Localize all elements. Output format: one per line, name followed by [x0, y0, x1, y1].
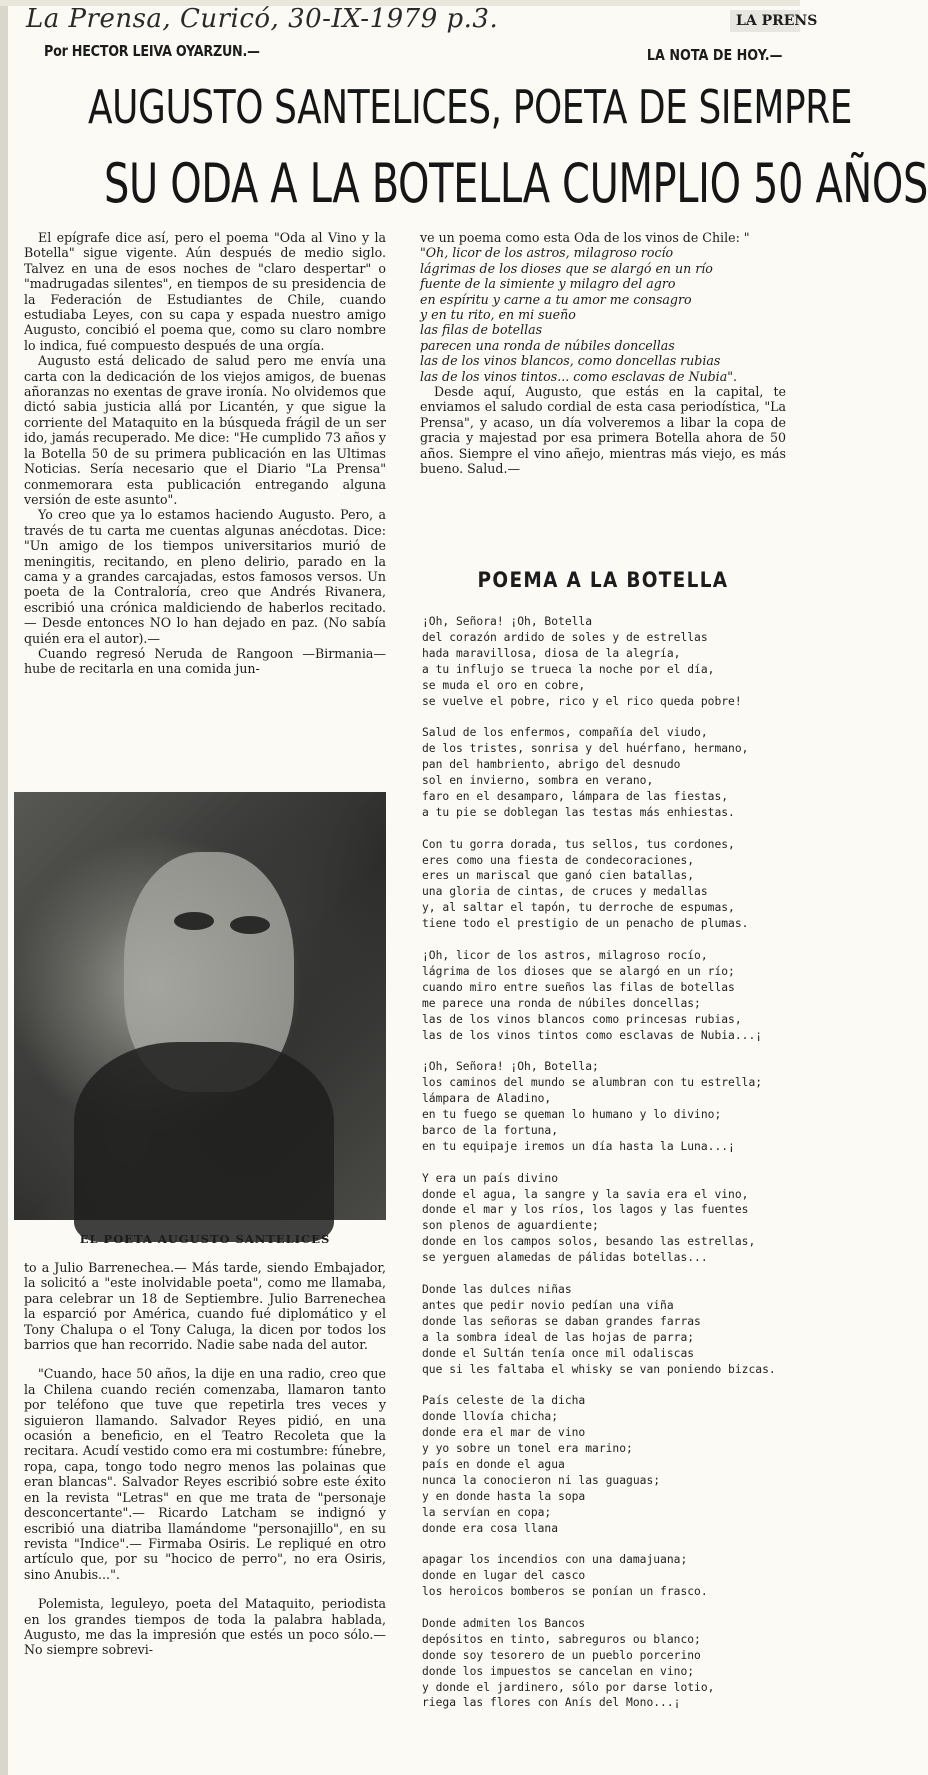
poem-line: donde en los campos solos, besando las estrellas, [422, 1235, 756, 1249]
poem-line: me parece una ronda de núbiles doncellas; [422, 996, 701, 1010]
poem-line: eres como una fiesta de condecoraciones, [422, 853, 695, 867]
poem-line: antes que pedir novio pedían una viña [422, 1298, 674, 1312]
poem-line: ¡Oh, Señora! ¡Oh, Botella; [422, 1060, 599, 1074]
article-paragraph: Yo creo que ya lo estamos haciendo Augusto. Pero, a través de tu carta me cuentas algunas anécdotas. Dice: "Un amigo de los tiempos universitarios murió de meningitis, recitando, en pleno delirio, parado en la cama y a grandes carcajadas, estos famosos versos. Un poeta de la Contraloría, creo que Andrés Rivanera, escribió una crónica maldiciendo de haberlos recitado.— Desde entonces NO lo han dejado en paz. (No sabía quién era el autor).— [24, 507, 386, 646]
poem-line: ¡Oh, Señora! ¡Oh, Botella [422, 615, 593, 628]
poem-line: hada maravillosa, diosa de la alegría, [422, 646, 681, 660]
poem-line: riega las flores con Anís del Mono...¡ [422, 1696, 681, 1710]
poem-line: donde era el mar de vino [422, 1426, 586, 1440]
poem-line: donde el Sultán tenía once mil odaliscas [422, 1346, 695, 1360]
article-paragraph: to a Julio Barrenechea.— Más tarde, siendo Embajador, la solicitó a "este inolvidable poeta", como me llamaba, para celebrar un 18 de Septiembre. Julio Barrenechea la esparció por América, cuando fué diplomático y el Tony Chalupa o el Tony Caluga, la dicen por todos los barrios que han recorrido. Nadie sabe nada del autor. [24, 1260, 386, 1353]
poem-title: POEMA A LA BOTELLA [477, 568, 729, 592]
quote-line: las de los vinos tintos... como esclavas de Nubia". [420, 368, 738, 384]
poem-stanza [422, 1282, 786, 1377]
poem-line: y donde el jardinero, sólo por darse lotio, [422, 1680, 715, 1694]
article-paragraph: Augusto está delicado de salud pero me envía una carta con la dedicación de los viejos amigos, de buenas añoranzas no exentas de grave ironía. No olvidemos que dictó sabia justicia allá por Licantén, y que sigue la corriente del Mataquito en la búsqueda frágil de un ser ido, jamás recuperado. Me dice: "He cumplido 73 años y la Botella 50 de su primera publicación en las Ultimas Noticias. Sería necesario que el Diario "La Prensa" conmemorara esta publicación entregando alguna versión de este asunto". [24, 353, 386, 507]
article-paragraph: El epígrafe dice así, pero el poema "Oda al Vino y la Botella" sigue vigente. Aún después de medio siglo. Talvez en una de esos noches de "claro despertar" o "madrugadas silentes", en tiempos de su presidencia de la Federación de Estudiantes de Chile, cuando estudiaba Leyes, con su capa y espada nuestro amigo Augusto, concibió el poema que, como su claro nombre lo indica, fué compuesto después de una orgía. [24, 230, 386, 353]
byline: Por HECTOR LEIVA OYARZUN.— [44, 42, 260, 60]
poem-line: se muda el oro en cobre, [422, 678, 586, 692]
page-edge-shadow [0, 0, 8, 1775]
poem-line: donde en lugar del casco [422, 1569, 586, 1583]
poem-line: sol en invierno, sombra en verano, [422, 774, 654, 788]
poem-line: eres un mariscal que ganó cien batallas, [422, 869, 695, 883]
poet-photo [14, 792, 386, 1220]
poem-line: pan del hambriento, abrigo del desnudo [422, 758, 681, 772]
poem-line: a tu pie se doblegan las testas más enhiestas. [422, 805, 735, 819]
photo-body-shape [74, 1042, 334, 1242]
poem-line: Con tu gorra dorada, tus sellos, tus cordones, [422, 837, 735, 851]
poem-line: Salud de los enfermos, compañía del viudo, [422, 726, 708, 740]
newspaper-name-corner: LA PRENS [730, 10, 800, 32]
poem-line: a la sombra ideal de las hojas de parra; [422, 1330, 695, 1344]
poem-line: Donde admiten los Bancos [422, 1616, 586, 1630]
poem-line: país en donde el agua [422, 1457, 565, 1471]
poem-line: la servían en copa; [422, 1505, 552, 1519]
poem-line: donde soy tesorero de un pueblo porcerino [422, 1648, 701, 1662]
quote-line: parecen una ronda de núbiles doncellas [420, 337, 675, 353]
quote-line: y en tu rito, en mi sueño [420, 307, 576, 323]
quote-line: fuente de la simiente y milagro del agro [420, 276, 676, 292]
poem-line: Donde las dulces niñas [422, 1282, 572, 1296]
article-paragraph: ve un poema como esta Oda de los vinos de Chile: " [420, 230, 750, 245]
poem-stanza [422, 1552, 786, 1600]
poem-line: los caminos del mundo se alumbran con tu estrella; [422, 1076, 763, 1090]
article-right-column [420, 230, 786, 477]
quote-line: lágrimas de los dioses que se alargó en un río [420, 260, 713, 276]
poem-line: donde el agua, la sangre y la savia era el vino, [422, 1187, 749, 1201]
poem-stanza [422, 614, 786, 709]
article-left-column [24, 230, 386, 677]
article-left-column-continued [24, 1260, 386, 1672]
article-paragraph: "Cuando, hace 50 años, la dije en una radio, creo que la Chilena cuando recién comenzaba, llamaron tanto por teléfono que tuve que repetirla tres veces y siguieron llamando. Salvador Reyes pidió, en una ocasión a beneficio, en el Teatro Recoleta que la recitara. Acudí vestido como era mi costumbre: fúnebre, ropa, capa, tongo todo negro menos las polainas que eran blancas". Salvador Reyes escribió sobre este éxito en la revista "Letras" en que me trata de "personaje desconcertante".— Ricardo Latcham se indignó y escribió una diatriba llamándome "personajillo", en su revista "Indice".— Firmaba Osiris. Le repliqué en otro artículo que, por su "hocico de perro", no era Osiris, sino Anubis...". [24, 1366, 386, 1582]
photo-eye-shape [230, 916, 270, 934]
poem-line: donde era cosa llana [422, 1521, 559, 1535]
poem-line: y yo sobre un tonel era marino; [422, 1442, 633, 1456]
poem-line: y, al saltar el tapón, tu derroche de espumas, [422, 901, 735, 915]
poem-line: se yerguen alamedas de pálidas botellas... [422, 1251, 708, 1265]
poem-line: donde las señoras se daban grandes farras [422, 1314, 701, 1328]
poem-line: una gloria de cintas, de cruces y medallas [422, 885, 708, 899]
poem-stanza [422, 1171, 786, 1266]
poem-line: ¡Oh, licor de los astros, milagroso rocío, [422, 948, 708, 962]
headline-line-1: AUGUSTO SANTELICES, POETA DE SIEMPRE [88, 80, 853, 134]
poem-line: en tu fuego se queman lo humano y lo divino; [422, 1108, 722, 1122]
poem-line: apagar los incendios con una damajuana; [422, 1553, 688, 1567]
poem-line: y en donde hasta la sopa [422, 1489, 586, 1503]
poem-line: Y era un país divino [422, 1171, 559, 1185]
poem-line: del corazón ardido de soles y de estrellas [422, 630, 708, 644]
poem-line: las de los vinos tintos como esclavas de Nubia...¡ [422, 1028, 763, 1042]
column-label: LA NOTA DE HOY.— [646, 46, 782, 64]
quote-line: "Oh, licor de los astros, milagroso rocío [420, 245, 674, 261]
poem-line: cuando miro entre sueños las filas de botellas [422, 980, 735, 994]
poem-line: donde llovía chicha; [422, 1410, 559, 1424]
poem-line: depósitos en tinto, sabreguros ou blanco; [422, 1632, 701, 1646]
photo-eye-shape [174, 912, 214, 930]
quote-line: las filas de botellas [420, 322, 543, 338]
poem-line: donde el mar y los ríos, los lagos y las fuentes [422, 1203, 749, 1217]
poem-text [422, 614, 786, 1727]
quoted-verses [420, 245, 786, 384]
poem-line: nunca la conocieron ni las guaguas; [422, 1473, 661, 1487]
poem-line: faro en el desamparo, lámpara de las fiestas, [422, 789, 729, 803]
headline-line-2: SU ODA A LA BOTELLA CUMPLIO 50 AÑOS [104, 152, 928, 215]
quote-line: las de los vinos blancos, como doncellas rubias [420, 353, 721, 369]
poem-stanza [422, 1616, 786, 1711]
poem-line: lámpara de Aladino, [422, 1092, 552, 1106]
poem-line: son plenos de aguardiente; [422, 1219, 599, 1233]
poem-line: barco de la fortuna, [422, 1123, 559, 1137]
poem-line: lágrima de los dioses que se alargó en un río; [422, 964, 735, 978]
poem-stanza [422, 1393, 786, 1536]
poem-stanza [422, 1059, 786, 1154]
poem-line: País celeste de la dicha [422, 1394, 586, 1408]
poem-stanza [422, 948, 786, 1043]
poem-line: las de los vinos blancos como princesas rubias, [422, 1012, 742, 1026]
article-paragraph: Desde aquí, Augusto, que estás en la capital, te enviamos el saludo cordial de esta casa periodística, "La Prensa", y acaso, un día volveremos a libar la copa de gracia y majestad por esa primera Botella ahora de 50 años. Siempre el vino añejo, mientras más viejo, es más bueno. Salud.— [420, 384, 786, 477]
handwritten-source-note: La Prensa, Curicó, 30-IX-1979 p.3. [26, 4, 499, 34]
poem-line: que si les faltaba el whisky se van poniendo bizcas. [422, 1362, 776, 1376]
poem-line: en tu equipaje iremos un día hasta la Luna...¡ [422, 1139, 735, 1153]
poem-line: los heroicos bomberos se ponían un frasco. [422, 1585, 708, 1599]
poem-line: tiene todo el prestigio de un penacho de plumas. [422, 917, 749, 931]
article-paragraph: Cuando regresó Neruda de Rangoon —Birmania— hube de recitarla en una comida jun- [24, 645, 386, 677]
poem-line: de los tristes, sonrisa y del huérfano, hermano, [422, 742, 749, 756]
poem-line: a tu influjo se trueca la noche por el día, [422, 662, 715, 676]
photo-caption: EL POETA AUGUSTO SANTELICES [79, 1232, 331, 1246]
poem-line: se vuelve el pobre, rico y el rico queda pobre! [422, 694, 742, 708]
poem-line: donde los impuestos se cancelan en vino; [422, 1664, 695, 1678]
article-paragraph: Polemista, leguleyo, poeta del Mataquito, periodista en los grandes tiempos de toda la palabra hablada, Augusto, me das la impresión que estés un poco sólo.— No siempre sobrevi- [24, 1596, 386, 1658]
quote-line: en espíritu y carne a tu amor me consagro [420, 291, 692, 307]
poem-stanza [422, 837, 786, 932]
poem-stanza [422, 725, 786, 820]
